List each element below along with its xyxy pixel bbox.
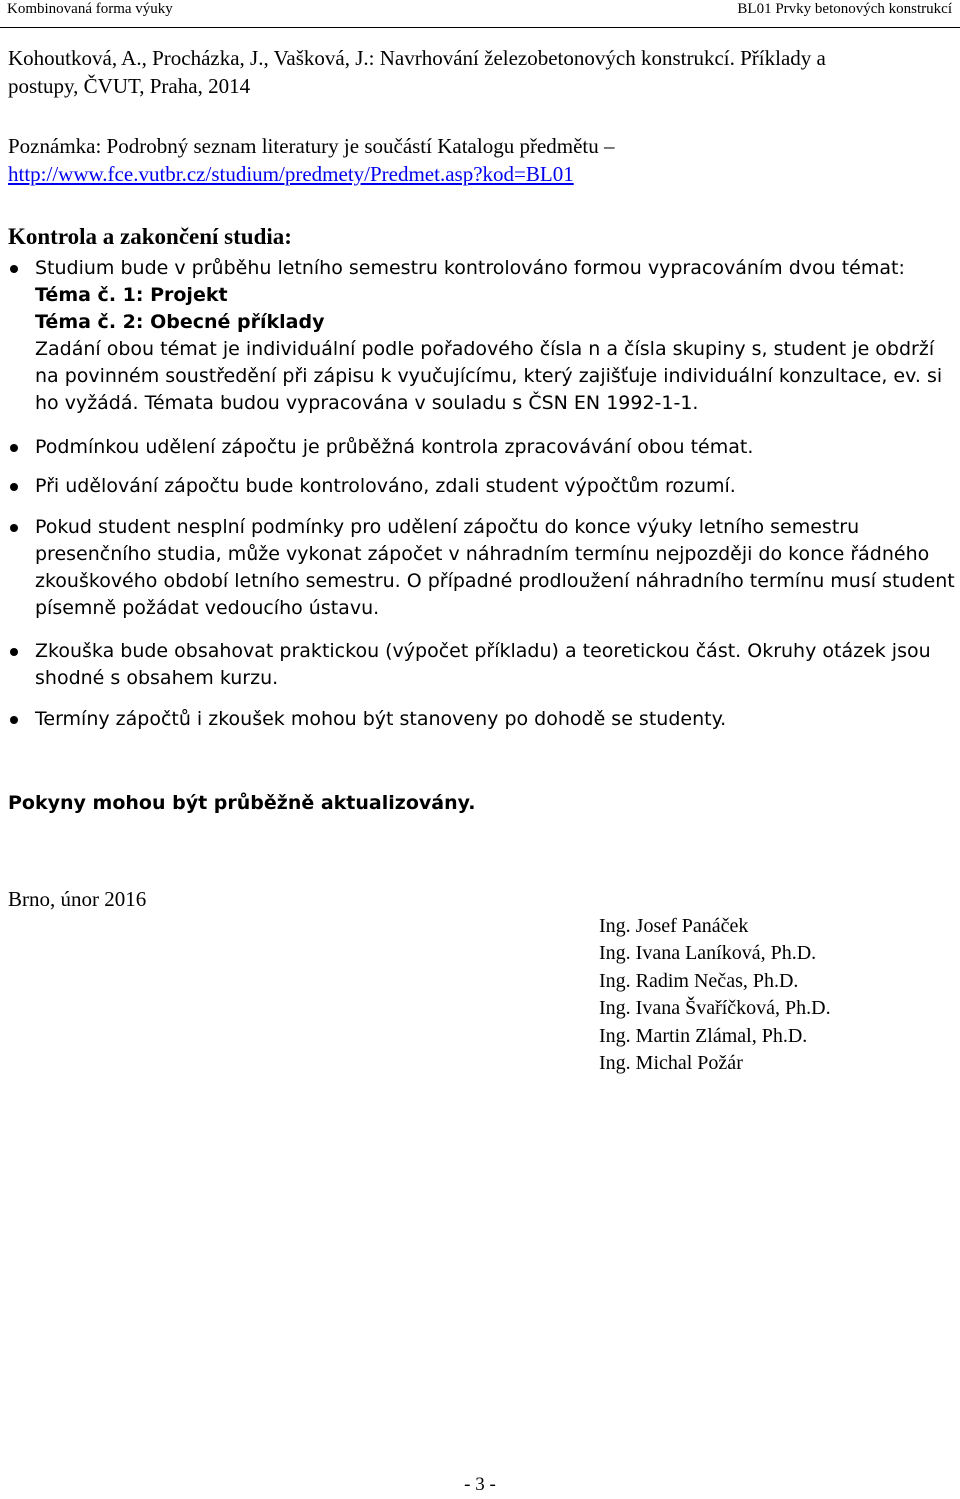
list-item-detail-line-3: ho vyžádá. Témata budou vypracována v souladu s ČSN EN 1992-1-1. — [35, 392, 699, 414]
list-item-text-line-1: Zkouška bude obsahovat praktickou (výpočet příkladu) a teoretickou část. Okruhy otázek jsou — [35, 640, 931, 662]
list-item-text: Studium bude v průběhu letního semestru kontrolováno formou vypracováním dvou témat: — [35, 257, 905, 279]
author-name: Ing. Martin Zlámal, Ph.D. — [599, 1024, 808, 1047]
course-catalog-link[interactable]: http://www.fce.vutbr.cz/studium/predmety/Predmet.asp?kod=BL01 — [8, 162, 574, 186]
place-date: Brno, únor 2016 — [8, 887, 147, 911]
topic-2: Téma č. 2: Obecné příklady — [35, 311, 325, 333]
reference-line-2: postupy, ČVUT, Praha, 2014 — [8, 74, 251, 98]
bullet-icon — [10, 483, 18, 491]
list-item-text-line-3: zkouškového období letního semestru. O případné prodloužení náhradního termínu musí student — [35, 570, 955, 592]
author-name: Ing. Ivana Švaříčková, Ph.D. — [599, 997, 831, 1020]
bullet-icon — [10, 648, 18, 656]
header-right-text: BL01 Prvky betonových konstrukcí — [737, 1, 952, 17]
author-name: Ing. Radim Nečas, Ph.D. — [599, 969, 799, 992]
list-item-detail-line-2: na povinném soustředění při zápisu k vyučujícímu, který zajišťuje individuální konzultace, ev. si — [35, 365, 943, 387]
update-note: Pokyny mohou být průběžně aktualizovány. — [8, 792, 476, 814]
list-item-text: Při udělování zápočtu bude kontrolováno, zdali student výpočtům rozumí. — [35, 475, 736, 497]
authors-list — [599, 913, 959, 1077]
reference-line-1: Kohoutková, A., Procházka, J., Vašková, J.: Navrhování železobetonových konstrukcí. Příklady a — [8, 46, 826, 70]
list-item-text-line-2: shodné s obsahem kurzu. — [35, 667, 279, 689]
list-item-text: Termíny zápočtů i zkoušek mohou být stanoveny po dohodě se studenty. — [35, 708, 727, 730]
author-name: Ing. Ivana Laníková, Ph.D. — [599, 942, 817, 965]
list-item-text-line-2: presenčního studia, může vykonat zápočet v náhradním termínu nejpozději do konce řádného — [35, 543, 930, 565]
bullet-icon — [10, 444, 18, 452]
bullet-icon — [10, 716, 18, 724]
list-item-text: Podmínkou udělení zápočtu je průběžná kontrola zpracovávání obou témat. — [35, 436, 754, 458]
author-name: Ing. Josef Panáček — [599, 915, 749, 937]
section-heading: Kontrola a zakončení studia: — [8, 224, 292, 249]
bullet-icon — [10, 524, 18, 532]
topic-1: Téma č. 1: Projekt — [35, 284, 228, 306]
list-item-text-line-4: písemně požádat vedoucího ústavu. — [35, 597, 380, 619]
header-left-text: Kombinovaná forma výuky — [7, 1, 173, 17]
list-item-text-line-1: Pokud student nesplní podmínky pro udělení zápočtu do konce výuky letního semestru — [35, 516, 860, 538]
reference-note: Poznámka: Podrobný seznam literatury je součástí Katalogu předmětu – — [8, 134, 615, 158]
author-name: Ing. Michal Požár — [599, 1052, 743, 1075]
page-header — [0, 0, 960, 28]
bullet-icon — [10, 265, 18, 273]
page-number: - 3 - — [464, 1474, 496, 1495]
list-item-detail-line-1: Zadání obou témat je individuální podle pořadového čísla n a čísla skupiny s, student je obdrží — [35, 338, 935, 360]
